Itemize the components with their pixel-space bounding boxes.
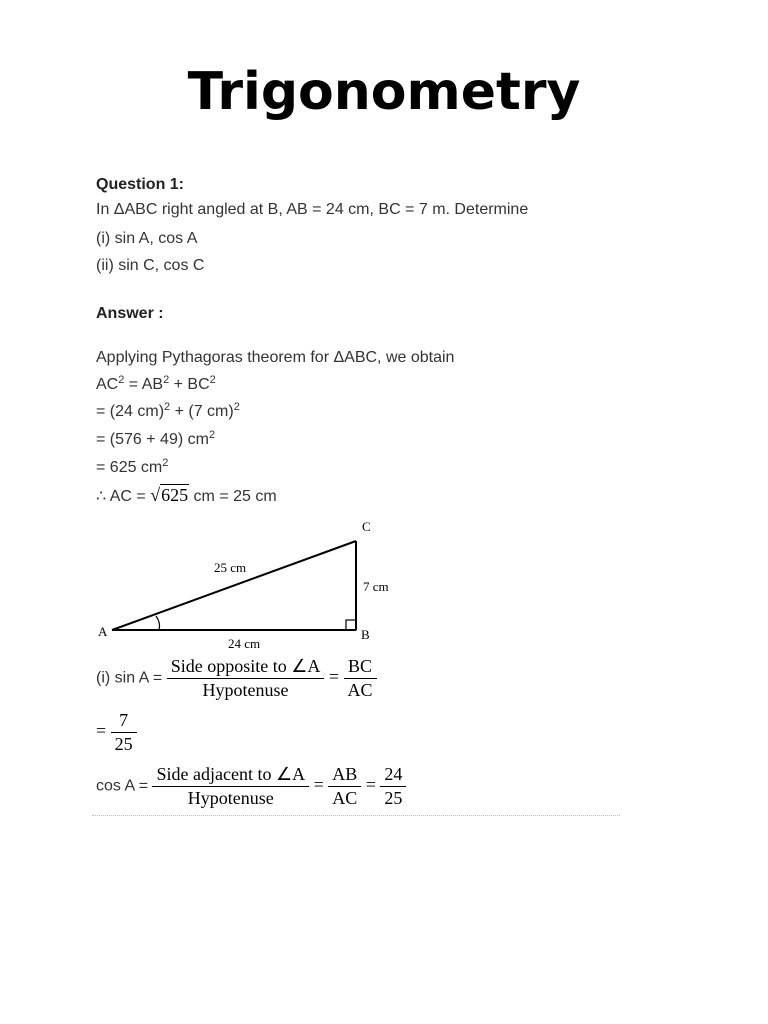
answer-step-4 (96, 459, 168, 477)
numerator: 7 (111, 710, 137, 733)
vertex-label-a: A (98, 624, 108, 639)
question-part-2: (ii) sin C, cos C (96, 257, 205, 274)
numerator: AB (328, 764, 361, 787)
step4-term: = 625 cm (96, 459, 163, 476)
step5-prefix: ∴ AC = (96, 488, 151, 505)
height-label: 7 cm (363, 579, 389, 594)
right-angle-mark (346, 620, 356, 630)
root-symbol: √ (150, 485, 161, 505)
angle-a-arc (156, 616, 160, 630)
cos-a-lhs: cos A = (96, 777, 153, 795)
numerator: BC (344, 656, 377, 679)
numerator: 24 (380, 764, 406, 787)
equals-sign: = (96, 720, 111, 741)
exponent: 2 (208, 429, 216, 441)
denominator: 25 (384, 788, 403, 808)
answer-heading: Answer : (96, 305, 164, 322)
page-title: Trigonometry (187, 62, 581, 122)
step2-term-a: = (24 cm) (96, 403, 165, 420)
step1-term-ab: = AB (124, 376, 164, 393)
answer-step-2 (96, 403, 240, 421)
step1-term-ac: AC (96, 376, 119, 393)
sin-a-value (96, 710, 137, 755)
sin-a-lhs: (i) sin A = (96, 669, 167, 687)
cos-a-equation (96, 764, 406, 809)
exponent: 2 (164, 401, 171, 413)
equals-sign: = (309, 774, 329, 795)
answer-step-3 (96, 431, 215, 449)
step2-term-b: + (7 cm) (170, 403, 234, 420)
step3-term: = (576 + 49) cm (96, 431, 209, 448)
vertex-label-b: B (361, 627, 370, 642)
exponent: 2 (163, 374, 170, 386)
numerator: Side adjacent to ∠A (152, 764, 309, 787)
vertex-label-c: C (362, 519, 371, 534)
question-text: In ΔABC right angled at B, AB = 24 cm, BC = 7 m. Determine (96, 201, 529, 218)
equals-sign: = (361, 774, 381, 795)
question-part-1: (i) sin A, cos A (96, 230, 198, 247)
step5-suffix: cm = 25 cm (189, 488, 277, 505)
fraction-7-over-25 (111, 710, 137, 755)
exponent: 2 (118, 374, 125, 386)
answer-intro: Applying Pythagoras theorem for ΔABC, we obtain (96, 349, 455, 366)
sin-a-equation (96, 656, 377, 701)
fraction-ab-over-ac (328, 764, 361, 809)
step1-term-bc: + BC (169, 376, 210, 393)
radicand: 625 (161, 485, 189, 505)
hypotenuse-label: 25 cm (214, 560, 247, 575)
exponent: 2 (162, 457, 169, 469)
exponent: 2 (233, 401, 240, 413)
answer-step-5 (96, 485, 277, 506)
base-label: 24 cm (228, 636, 261, 651)
question-heading: Question 1: (96, 176, 185, 193)
exponent: 2 (209, 374, 216, 386)
equals-sign: = (324, 666, 344, 687)
numerator: Side opposite to ∠A (167, 656, 325, 679)
fraction-opposite-over-hypotenuse (167, 656, 325, 701)
denominator: Hypotenuse (202, 680, 289, 700)
denominator: AC (332, 788, 358, 808)
right-triangle-diagram (90, 515, 420, 655)
fraction-adjacent-over-hypotenuse (152, 764, 309, 809)
fraction-bc-over-ac (344, 656, 377, 701)
hypotenuse-ac (112, 541, 356, 630)
square-root (150, 485, 189, 506)
fraction-24-over-25 (380, 764, 406, 809)
answer-step-1 (96, 376, 216, 394)
denominator: AC (347, 680, 373, 700)
bottom-divider (92, 815, 620, 816)
denominator: 25 (114, 734, 133, 754)
denominator: Hypotenuse (187, 788, 274, 808)
